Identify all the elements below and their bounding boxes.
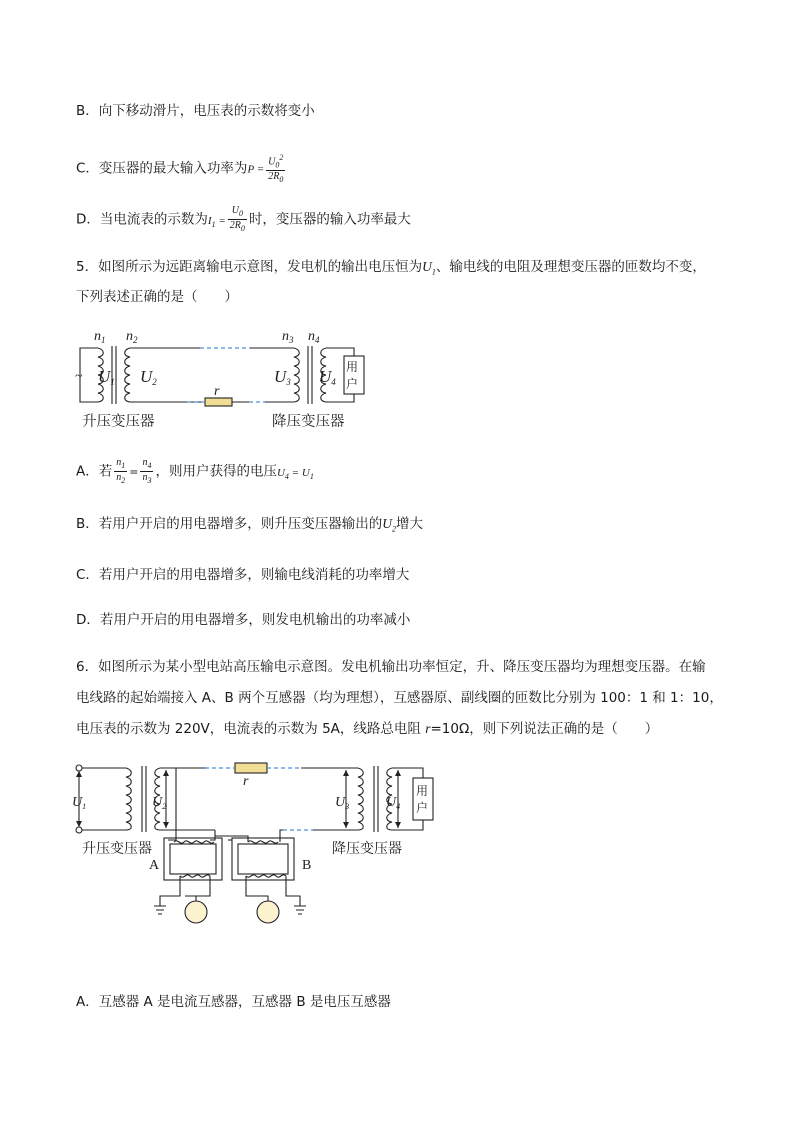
q5-user-wire-top [326, 348, 354, 356]
q5-label-n4: $n_4$ [308, 329, 320, 345]
q5-option-c: C．若用户开启的用电器增多，则输电线消耗的功率增大 [76, 567, 410, 583]
q6-resistor-r [235, 763, 267, 773]
q5-a-mid: ，则用户获得的电压 [155, 463, 277, 480]
q5-resistor-r [205, 398, 232, 406]
q6-vt-b-meter-left [246, 876, 256, 896]
q5-a-result-a-sub: 4 [284, 471, 289, 481]
q6-ground-b [294, 906, 306, 914]
q6-circuit-figure [70, 756, 450, 928]
q4-d-den-sub: 0 [240, 224, 245, 233]
q5-stem-u1-sub: 1 [431, 267, 436, 277]
q4-c-num-sup: 2 [279, 153, 284, 162]
q6-ct-a-secondary [180, 875, 210, 877]
q6-label-u2: $U_2$ [152, 795, 167, 811]
q5-a-result-a: U [276, 466, 285, 479]
q5-user-wire-bottom [326, 394, 354, 402]
q5-a-eq: = [129, 465, 139, 479]
q4-c-lhs: P = [247, 163, 265, 176]
q6-label-u3: $U_3$ [335, 795, 350, 811]
q4-c-num-sub: 0 [275, 160, 280, 170]
q5-a-prefix: A．若 [76, 463, 113, 480]
q6-voltmeter-lead [256, 896, 268, 901]
q5-user-char-2: 户 [346, 377, 359, 391]
q6-voltmeter [257, 901, 279, 923]
q6-label-b: B [302, 858, 312, 873]
q4-d-lhs [208, 215, 226, 227]
q5-b-var-u: U [382, 516, 393, 531]
q5-label-u4: U4 [319, 367, 336, 387]
q5-stem-u1 [422, 259, 436, 277]
q4-d-den: 2R [229, 220, 241, 231]
q5-a-result [277, 467, 314, 479]
q4-option-c-text: C．变压器的最大输入功率为 [76, 160, 248, 177]
q4-c-den-sub: 0 [279, 175, 284, 185]
q5-a-result-eq: = [288, 466, 302, 479]
q6-vt-b-primary [248, 841, 278, 843]
q6-ct-a-primary [174, 841, 214, 843]
q4-c-fraction [266, 152, 285, 185]
q6-label-u4: $U_4$ [386, 795, 401, 811]
q5-option-b [76, 514, 423, 540]
q4-option-d [76, 205, 411, 235]
q5-stem-line2: 下列表述正确的是（ ） [76, 289, 238, 305]
q5-option-a [76, 457, 314, 487]
q4-d-fraction [228, 205, 247, 234]
q5-coil-n3 [294, 348, 299, 402]
q5-a-frac2-num-sub: 4 [147, 461, 152, 470]
q4-d-num: U [231, 205, 239, 216]
q4-option-d-suffix: 时，变压器的输入功率最大 [248, 211, 411, 228]
q5-label-n2: $n_2$ [126, 329, 138, 345]
q5-a-frac1-num: n [116, 457, 122, 468]
q5-a-result-b: U [301, 466, 310, 479]
q6-vt-b-secondary [246, 875, 286, 877]
q6-a-lead-left [168, 768, 176, 840]
q6-stem-line3-b: =10Ω，则下列说法正确的是（ ） [430, 721, 659, 737]
q6-stem-line3-a: 电压表的示数为 220V，电流表的示数为 5A，线路总电阻 [76, 721, 426, 737]
q5-user-char-1: 用 [346, 360, 359, 374]
q6-option-a: A．互感器 A 是电流互感器，互感器 B 是电压互感器 [76, 994, 391, 1010]
q5-option-d: D．若用户开启的用电器增多，则发电机输出的功率减小 [76, 612, 411, 628]
q5-stem-line1 [76, 257, 706, 283]
q4-c-num: U [268, 156, 276, 168]
q6-label-step-up: 升压变压器 [82, 842, 152, 857]
q6-user-char-2: 户 [416, 801, 429, 815]
q4-d-num-sub: 0 [238, 209, 243, 218]
q5-a-frac1-den-sub: 2 [121, 476, 126, 485]
q5-b-suffix: 增大 [396, 516, 424, 532]
q6-stem-r: r [425, 721, 431, 736]
q4-option-b: B．向下移动滑片，电压表的示数将变小 [76, 103, 315, 119]
q5-label-r: r [214, 384, 220, 399]
q6-label-r: r [243, 774, 249, 789]
q5-b-prefix: B．若用户开启的用电器增多，则升压变压器输出的 [76, 516, 383, 532]
q5-b-var [382, 516, 397, 534]
q6-stem-line3 [76, 719, 658, 739]
q5-label-n1: $n_1$ [94, 329, 106, 345]
q5-a-frac2-num: n [142, 457, 148, 468]
q6-vt-b-lead-right [280, 830, 283, 842]
q5-a-frac1-den: n [116, 472, 122, 483]
q5-b-var-sub: 2 [392, 524, 397, 534]
q5-stem-a: 5．如图所示为远距离输电示意图，发电机的输出电压恒为 [76, 259, 423, 275]
q6-ct-a-meter-wire [185, 876, 210, 896]
q6-label-step-down: 降压变压器 [332, 842, 402, 857]
q5-label-u3: U3 [274, 367, 291, 387]
q6-ammeter [185, 901, 207, 923]
q5-a-frac1-num-sub: 1 [121, 461, 126, 470]
q6-user-char-1: 用 [416, 784, 429, 798]
q6-terminal-bottom [76, 827, 82, 833]
q5-label-u1: U1 [98, 367, 115, 387]
q5-a-result-b-sub: 1 [309, 471, 314, 481]
q6-vt-b-inner [238, 844, 288, 874]
q5-a-frac2 [140, 457, 153, 486]
q5-source-wire [80, 348, 98, 402]
q6-ground-a [154, 906, 166, 914]
q6-coil-3 [358, 768, 363, 830]
q4-d-eq: = [215, 214, 226, 227]
q5-coil-n2 [125, 348, 130, 402]
q6-stem-line2: 电线路的起始端接入 A、B 两个互感器（均为理想），互感器原、副线圈的匝数比分别为 100：1 和 1：10， [76, 690, 723, 706]
q5-stem-u1-var: U [422, 259, 432, 274]
q6-terminal-top [76, 765, 82, 771]
q5-label-n3: $n_3$ [282, 329, 294, 345]
q5-a-frac2-den: n [142, 472, 148, 483]
q5-source-symbol: ~ [75, 369, 83, 384]
q4-option-d-prefix: D．当电流表的示数为 [76, 211, 208, 228]
q5-label-step-up: 升压变压器 [82, 414, 155, 430]
q6-ct-a-inner [170, 844, 216, 874]
q4-option-c [76, 152, 287, 185]
q5-label-step-down: 降压变压器 [272, 414, 345, 430]
q6-coil-1 [126, 768, 131, 830]
q5-stem-b: 、输电线的电阻及理想变压器的匝数均不变， [435, 259, 706, 275]
q6-stem-line1: 6．如图所示为某小型电站高压输电示意图。发电机输出功率恒定，升、降压变压器均为理想变压器。在输 [76, 659, 706, 675]
q5-a-frac2-den-sub: 3 [147, 476, 152, 485]
q6-label-u1: $U_1$ [72, 795, 87, 811]
q4-d-lhs-var: I [207, 214, 212, 227]
q6-label-a: A [149, 858, 160, 873]
q4-c-den: 2R [268, 171, 280, 183]
q5-a-frac1 [114, 457, 127, 486]
q5-circuit-figure [72, 326, 372, 432]
q4-d-lhs-sub: 1 [211, 219, 216, 229]
q5-label-u2: U2 [140, 367, 157, 387]
